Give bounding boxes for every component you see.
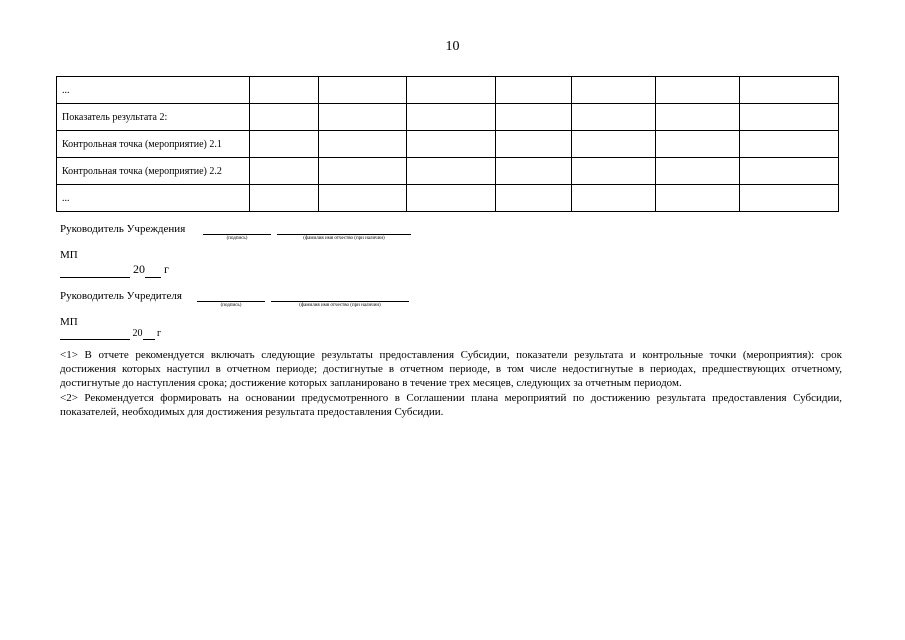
table-cell bbox=[496, 104, 572, 131]
table-cell bbox=[572, 77, 656, 104]
table-cell bbox=[407, 77, 496, 104]
year-blank bbox=[145, 262, 161, 278]
table-cell bbox=[407, 185, 496, 212]
table-cell bbox=[250, 104, 319, 131]
table-cell bbox=[572, 131, 656, 158]
year-blank bbox=[143, 328, 155, 340]
footnotes bbox=[60, 348, 842, 419]
page-number: 10 bbox=[445, 39, 460, 54]
signature-caption: (подпись) bbox=[197, 301, 265, 309]
table-cell bbox=[572, 185, 656, 212]
year-suffix: г bbox=[164, 262, 169, 276]
table-cell bbox=[407, 131, 496, 158]
institution-head-label: Руководитель Учреждения bbox=[60, 223, 186, 235]
table-cell bbox=[656, 77, 740, 104]
report-table bbox=[56, 76, 839, 212]
row-label: ... bbox=[57, 185, 250, 212]
date-line bbox=[60, 262, 169, 278]
name-caption: (фамилия имя отчество (при наличии) bbox=[277, 234, 411, 242]
table-cell bbox=[572, 104, 656, 131]
table-row bbox=[57, 185, 839, 212]
table-row bbox=[57, 104, 839, 131]
table-cell bbox=[407, 158, 496, 185]
table-cell bbox=[496, 77, 572, 104]
table-cell bbox=[740, 131, 839, 158]
table-cell bbox=[496, 158, 572, 185]
founder-head-signature bbox=[60, 290, 381, 308]
mp-stamp-label: МП bbox=[60, 316, 78, 328]
table-cell bbox=[740, 158, 839, 185]
institution-head-signature bbox=[60, 223, 385, 241]
table-cell bbox=[656, 185, 740, 212]
row-label: Контрольная точка (мероприятие) 2.1 bbox=[57, 131, 250, 158]
table-cell bbox=[656, 104, 740, 131]
row-label: Показатель результата 2: bbox=[57, 104, 250, 131]
table-cell bbox=[250, 77, 319, 104]
year-prefix: 20 bbox=[132, 328, 143, 339]
table-cell bbox=[656, 131, 740, 158]
table-cell bbox=[572, 158, 656, 185]
table-cell bbox=[496, 131, 572, 158]
table-row bbox=[57, 158, 839, 185]
table-cell bbox=[656, 158, 740, 185]
date-line bbox=[60, 328, 161, 340]
row-label: Контрольная точка (мероприятие) 2.2 bbox=[57, 158, 250, 185]
day-month-blank bbox=[60, 328, 130, 340]
year-prefix: 20 bbox=[133, 262, 145, 276]
table-cell bbox=[319, 185, 407, 212]
year-suffix: г bbox=[157, 328, 162, 339]
table-row bbox=[57, 77, 839, 104]
table-cell bbox=[740, 77, 839, 104]
footnote-2: <2> Рекомендуется формировать на основании предусмотренного в Соглашении плана мероприятий по достижению результата предоставления Субсидии, показателей, необходимых для достижения результата предоставления Субсидии. bbox=[60, 391, 842, 418]
footnote-1: <1> В отчете рекомендуется включать следующие результаты предоставления Субсидии, показатели результата и контрольные точки (мероприятия): срок достижения которых наступил в отчетном периоде; достигнутые в отчетном периоде, в том числе недостигнутые в периодах, предшествующих отчетному, достигнутые до наступления срока; достижение которых запланировано в течение трех месяцев, следующих за отчетным периодом. bbox=[60, 349, 842, 390]
table-cell bbox=[319, 158, 407, 185]
row-label: ... bbox=[57, 77, 250, 104]
table-cell bbox=[407, 104, 496, 131]
table-cell bbox=[496, 185, 572, 212]
founder-head-label: Руководитель Учредителя bbox=[60, 290, 182, 302]
table-row bbox=[57, 131, 839, 158]
mp-stamp-label: МП bbox=[60, 249, 78, 261]
table-cell bbox=[250, 158, 319, 185]
table-cell bbox=[740, 104, 839, 131]
signature-caption: (подпись) bbox=[203, 234, 271, 242]
table-cell bbox=[250, 185, 319, 212]
table-cell bbox=[740, 185, 839, 212]
table-cell bbox=[319, 104, 407, 131]
table-cell bbox=[319, 131, 407, 158]
table-cell bbox=[250, 131, 319, 158]
day-month-blank bbox=[60, 262, 130, 278]
name-caption: (фамилия имя отчество (при наличии) bbox=[271, 301, 409, 309]
table-cell bbox=[319, 77, 407, 104]
